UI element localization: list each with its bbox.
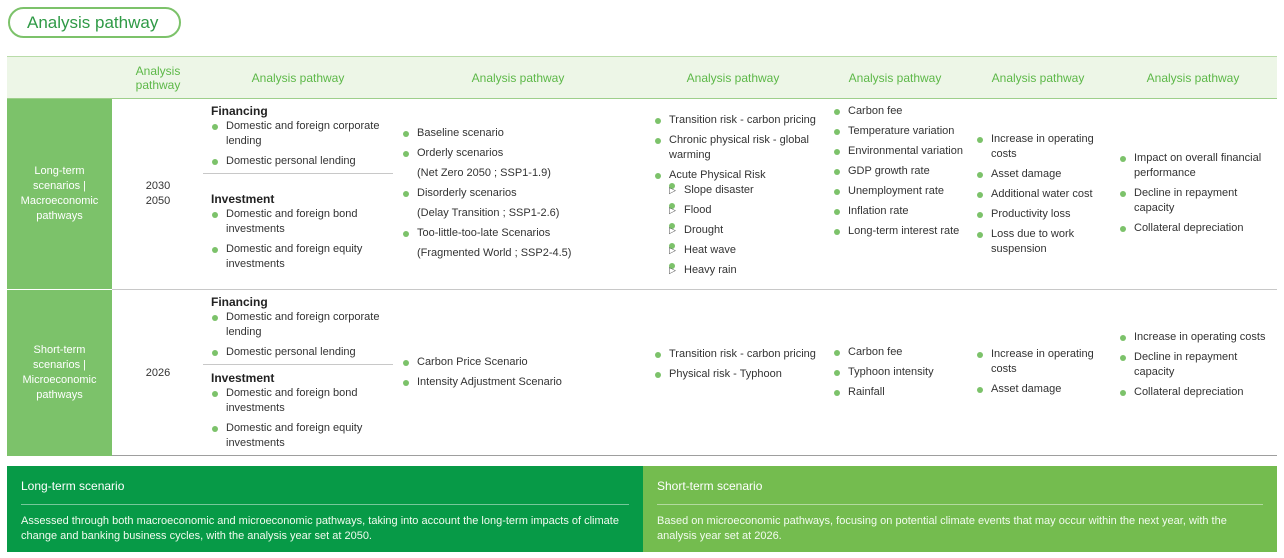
short-term-investment: [211, 371, 391, 456]
table-bottom-border: [112, 455, 1277, 456]
list-item: Baseline scenario: [402, 126, 638, 141]
list-item: Additional water cost: [976, 187, 1104, 202]
header-cell: Analysis pathway: [1146, 71, 1240, 85]
long-term-row-label: Long-term scenarios | Macroeconomic pathways: [7, 99, 112, 289]
short-term-risks: [654, 347, 819, 387]
list-item: Domestic and foreign equity investments: [211, 421, 391, 451]
short-term-results: [1119, 330, 1273, 405]
long-term-financing: [211, 104, 391, 174]
short-term-financing: [211, 295, 391, 365]
investment-title: Investment: [211, 192, 275, 206]
long-term-investment: [211, 192, 391, 277]
list-item: Collateral depreciation: [1119, 385, 1273, 400]
list-item: Increase in operating costs: [976, 132, 1104, 162]
sub-item: ▷ Heavy rain: [669, 263, 819, 278]
header-cell: Analysis pathway: [471, 71, 565, 85]
list-item: Loss due to work suspension: [976, 227, 1104, 257]
financing-list: [211, 119, 391, 169]
summary-title: Short-term scenario: [657, 479, 1263, 505]
long-term-variables: [833, 104, 963, 244]
list-item: Inflation rate: [833, 204, 963, 219]
short-term-scenarios: [402, 355, 638, 395]
result-list: [1119, 330, 1273, 400]
list-item: Typhoon intensity: [833, 365, 963, 380]
acute-risk-label: Acute Physical Risk: [669, 169, 766, 181]
row-divider: [112, 289, 1277, 290]
header-cell: Analysis pathway: [686, 71, 780, 85]
list-item: Environmental variation: [833, 144, 963, 159]
list-item-detail: (Fragmented World ; SSP2-4.5): [417, 247, 572, 259]
sub-item: ▷ Slope disaster: [669, 183, 819, 198]
list-item: Long-term interest rate: [833, 224, 963, 239]
short-term-summary: [643, 466, 1277, 552]
list-item: Intensity Adjustment Scenario: [402, 375, 638, 390]
list-item: Asset damage: [976, 382, 1104, 397]
header-cell: Analysis pathway: [251, 71, 345, 85]
list-item: Domestic personal lending: [211, 154, 391, 169]
list-item: Decline in repayment capacity: [1119, 186, 1273, 216]
list-item: Increase in operating costs: [976, 347, 1104, 377]
list-item: Domestic and foreign corporate lending: [211, 310, 391, 340]
impact-list: [976, 132, 1104, 257]
long-term-risks: [654, 113, 819, 283]
short-term-years: 2026: [145, 366, 171, 379]
list-item: Carbon fee: [833, 345, 963, 360]
list-item: Domestic and foreign bond investments: [211, 386, 391, 416]
list-item: Transition risk - carbon pricing: [654, 113, 819, 128]
summary-boxes: [7, 466, 1277, 552]
list-item: [654, 168, 819, 278]
investment-list: [211, 207, 391, 272]
financing-list: [211, 310, 391, 360]
long-term-results: [1119, 151, 1273, 241]
list-item: Decline in repayment capacity: [1119, 350, 1273, 380]
investment-title: Investment: [211, 371, 275, 385]
header-cell: Analysis pathway: [991, 71, 1085, 85]
risk-list: [654, 113, 819, 278]
list-item: Domestic and foreign corporate lending: [211, 119, 391, 149]
list-item-detail: (Delay Transition ; SSP1-2.6): [417, 207, 560, 219]
list-item: Domestic and foreign equity investments: [211, 242, 391, 272]
list-item: Domestic and foreign bond investments: [211, 207, 391, 237]
list-item: Collateral depreciation: [1119, 221, 1273, 236]
sub-item: ▷ Heat wave: [669, 243, 819, 258]
list-item: Domestic personal lending: [211, 345, 391, 360]
investment-list: [211, 386, 391, 451]
sub-item: ▷ Drought: [669, 223, 819, 238]
long-term-impacts: [976, 132, 1104, 262]
divider: [203, 173, 393, 174]
list-item-detail: (Net Zero 2050 ; SSP1-1.9): [417, 167, 551, 179]
list-item: Chronic physical risk - global warming: [654, 133, 819, 163]
financing-title: Financing: [211, 295, 268, 309]
sub-item: ▷ Flood: [669, 203, 819, 218]
list-item: GDP growth rate: [833, 164, 963, 179]
list-item: Productivity loss: [976, 207, 1104, 222]
long-term-years: 2030 2050: [145, 180, 171, 207]
list-item: Orderly scenarios: [402, 146, 638, 161]
long-term-scenarios: [402, 126, 638, 266]
risk-list: [654, 347, 819, 382]
acute-risk-sublist: [669, 183, 819, 278]
list-item: Impact on overall financial performance: [1119, 151, 1273, 181]
list-item: Disorderly scenarios: [402, 186, 638, 201]
scenario-list: [402, 355, 638, 390]
impact-list: [976, 347, 1104, 397]
short-term-variables: [833, 345, 963, 405]
list-item: Transition risk - carbon pricing: [654, 347, 819, 362]
header-cell: Analysis pathway: [848, 71, 942, 85]
financing-title: Financing: [211, 104, 268, 118]
summary-body: Based on microeconomic pathways, focusing on potential climate events that may occur within the next year, with the analysis year set at 2026.: [657, 515, 1227, 542]
short-term-impacts: [976, 347, 1104, 402]
summary-body: Assessed through both macroeconomic and microeconomic pathways, taking into account the long-term impacts of climate change and banking business cycles, with the analysis year set at 2050.: [21, 515, 619, 542]
summary-title: Long-term scenario: [21, 479, 629, 505]
list-item: Asset damage: [976, 167, 1104, 182]
list-item: Carbon Price Scenario: [402, 355, 638, 370]
variable-list: [833, 104, 963, 239]
list-item: Too-little-too-late Scenarios: [402, 226, 638, 241]
list-item: Temperature variation: [833, 124, 963, 139]
long-term-summary: [7, 466, 643, 552]
header-cell: Analysis pathway: [135, 64, 181, 92]
short-term-row-label: Short-term scenarios | Microeconomic pathways: [7, 290, 112, 456]
divider: [203, 364, 393, 365]
page-title: Analysis pathway: [8, 7, 181, 38]
list-item: Unemployment rate: [833, 184, 963, 199]
result-list: [1119, 151, 1273, 236]
list-item: Physical risk - Typhoon: [654, 367, 819, 382]
scenario-list: [402, 126, 638, 261]
list-item: Rainfall: [833, 385, 963, 400]
list-item: Increase in operating costs: [1119, 330, 1273, 345]
table-header: [7, 56, 1277, 99]
list-item: Carbon fee: [833, 104, 963, 119]
variable-list: [833, 345, 963, 400]
